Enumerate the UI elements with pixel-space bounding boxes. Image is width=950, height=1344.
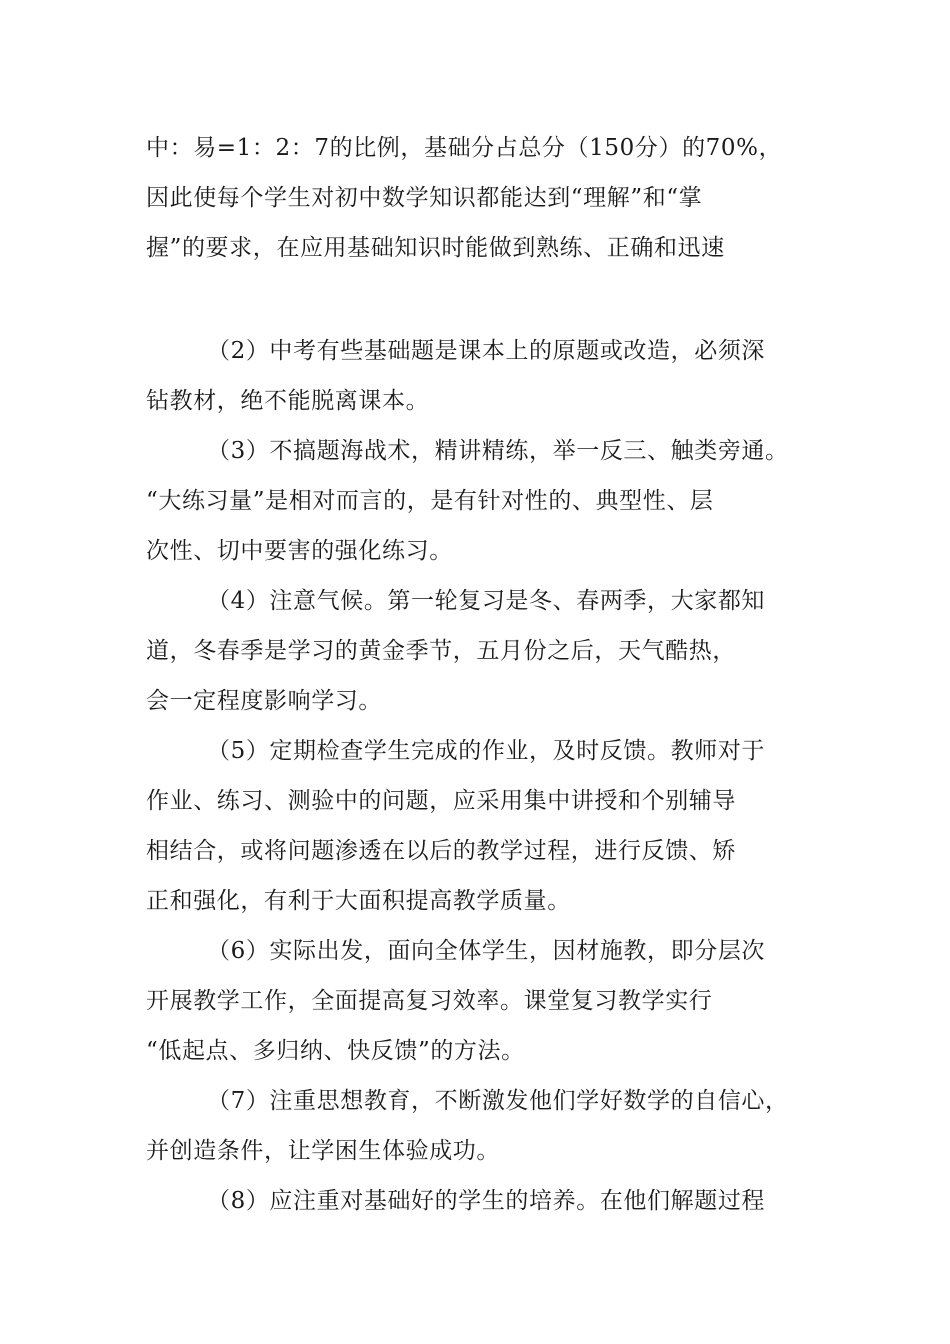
paragraph-2-line-1: （2）中考有些基础题是课本上的原题或改造，必须深	[207, 338, 766, 364]
text-line-3: 握”的要求，在应用基础知识时能做到熟练、正确和迅速	[146, 235, 725, 261]
paragraph-4-line-3: 会一定程度影响学习。	[146, 688, 382, 714]
paragraph-6-line-1: （6）实际出发，面向全体学生，因材施教，即分层次	[207, 938, 766, 964]
paragraph-3-line-2: “大练习量”是相对而言的，是有针对性的、典型性、层	[146, 488, 714, 514]
paragraph-5-line-2: 作业、练习、测验中的问题，应采用集中讲授和个别辅导	[146, 788, 736, 814]
paragraph-2-line-2: 钻教材，绝不能脱离课本。	[146, 388, 430, 414]
paragraph-3-line-1: （3）不搞题海战术，精讲精练，举一反三、触类旁通。	[207, 438, 789, 464]
paragraph-7-line-1: （7）注重思想教育，不断激发他们学好数学的自信心，	[207, 1088, 789, 1114]
paragraph-5-line-3: 相结合，或将问题渗透在以后的教学过程，进行反馈、矫	[146, 838, 736, 864]
paragraph-5-line-1: （5）定期检查学生完成的作业，及时反馈。教师对于	[207, 738, 766, 764]
paragraph-4-line-1: （4）注意气候。第一轮复习是冬、春两季，大家都知	[207, 588, 766, 614]
paragraph-7-line-2: 并创造条件，让学困生体验成功。	[146, 1138, 500, 1164]
text-line-1: 中：易=1：2：7的比例，基础分占总分（150分）的70%，	[146, 135, 783, 161]
paragraph-5-line-4: 正和强化，有利于大面积提高教学质量。	[146, 888, 571, 914]
paragraph-8-line-1: （8）应注重对基础好的学生的培养。在他们解题过程	[207, 1188, 766, 1214]
paragraph-3-line-3: 次性、切中要害的强化练习。	[146, 538, 453, 564]
paragraph-4-line-2: 道，冬春季是学习的黄金季节，五月份之后，天气酷热，	[146, 638, 736, 664]
text-line-2: 因此使每个学生对初中数学知识都能达到“理解”和“掌	[146, 185, 703, 211]
paragraph-6-line-3: “低起点、多归纳、快反馈”的方法。	[146, 1038, 525, 1064]
paragraph-6-line-2: 开展教学工作，全面提高复习效率。课堂复习教学实行	[146, 988, 713, 1014]
